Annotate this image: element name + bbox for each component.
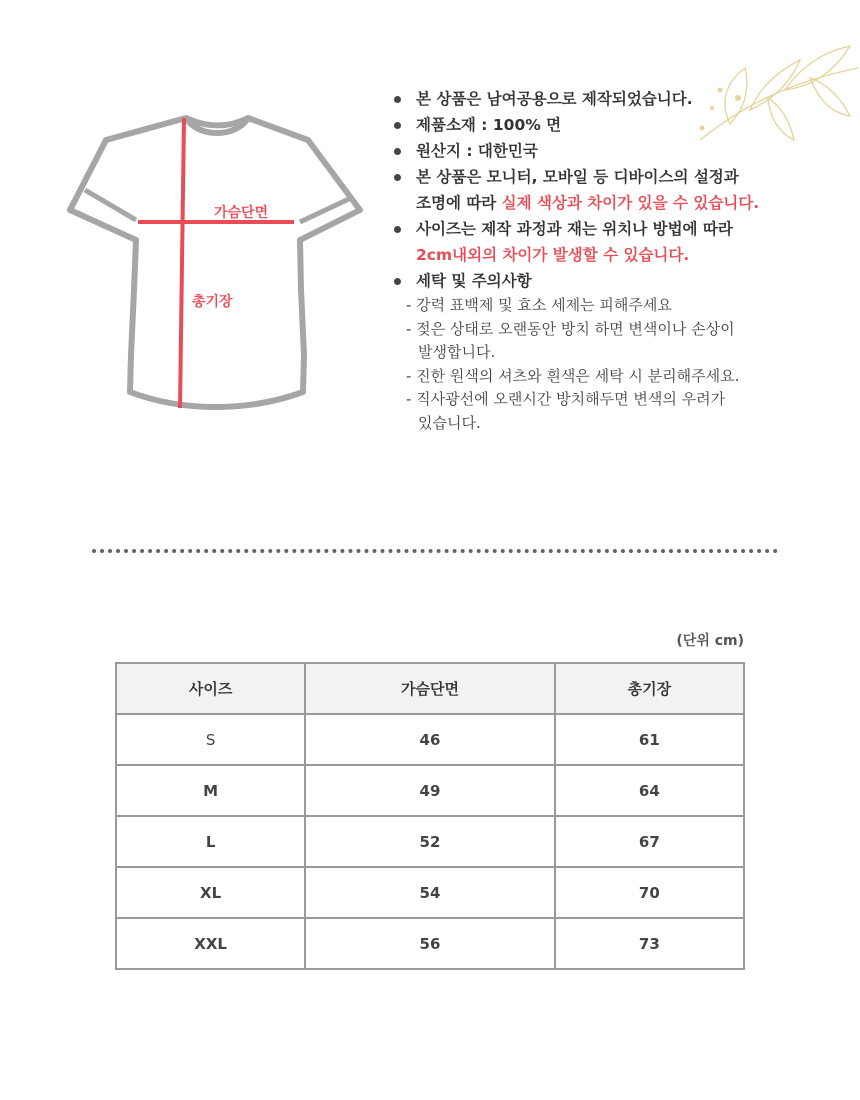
warning-text: 실제 색상과 차이가 있을 수 있습니다. <box>501 194 760 212</box>
product-info-list <box>390 86 830 435</box>
info-text: 사이즈는 제작 과정과 재는 위치나 방법에 따라 <box>416 220 733 238</box>
warning-text: 2cm내외의 차이가 발생할 수 있습니다. <box>416 246 690 264</box>
header-length: 총기장 <box>555 663 744 714</box>
length-cell: 61 <box>555 714 744 765</box>
length-label: 총기장 <box>192 294 233 310</box>
chest-label: 가슴단면 <box>214 205 269 221</box>
care-text: - 젖은 상태로 오랜동안 방치 하면 변색이나 손상이 <box>406 319 735 338</box>
care-heading: 세탁 및 주의사항 <box>390 268 830 294</box>
care-text: - 직사광선에 오랜시간 방치해두면 변색의 우려가 <box>406 390 726 408</box>
unit-label: (단위 cm) <box>676 633 744 649</box>
info-bullet: 제품소재 : 100% 면 <box>390 112 830 138</box>
chest-cell: 54 <box>305 867 555 918</box>
length-cell: 67 <box>555 816 744 867</box>
size-cell: L <box>116 816 305 867</box>
header-size: 사이즈 <box>116 663 305 714</box>
length-cell: 73 <box>555 918 744 969</box>
size-cell: XL <box>116 867 305 918</box>
table-row <box>116 816 744 867</box>
length-cell: 64 <box>555 765 744 816</box>
tshirt-outline-icon <box>58 110 378 420</box>
size-cell: M <box>116 765 305 816</box>
table-row <box>116 765 744 816</box>
chest-cell: 49 <box>305 765 555 816</box>
dotted-divider <box>92 549 778 553</box>
size-table <box>115 662 745 970</box>
care-text: - 강력 표백제 및 효소 세제는 피해주세요 <box>406 296 672 314</box>
care-item <box>390 294 830 318</box>
table-row <box>116 918 744 969</box>
info-text: 조명에 따라 <box>416 194 502 212</box>
info-bullet: 원산지 : 대한민국 <box>390 138 830 164</box>
chest-cell: 56 <box>305 918 555 969</box>
table-header-row <box>116 663 744 714</box>
size-cell: XXL <box>116 918 305 969</box>
chest-cell: 46 <box>305 714 555 765</box>
header-chest: 가슴단면 <box>305 663 555 714</box>
care-item <box>390 388 830 435</box>
info-bullet <box>390 164 830 216</box>
info-bullet <box>390 216 830 268</box>
table-row <box>116 867 744 918</box>
care-item <box>390 365 830 389</box>
info-bullet: 본 상품은 남여공용으로 제작되었습니다. <box>390 86 830 112</box>
table-row <box>116 714 744 765</box>
chest-cell: 52 <box>305 816 555 867</box>
length-cell: 70 <box>555 867 744 918</box>
length-measure-line <box>180 118 184 408</box>
care-item <box>390 318 830 365</box>
info-text: 본 상품은 모니터, 모바일 등 디바이스의 설정과 <box>416 168 739 186</box>
care-text: 있습니다. <box>418 413 481 432</box>
care-text: 발생합니다. <box>418 343 496 361</box>
size-cell: S <box>116 714 305 765</box>
care-text: - 진한 원색의 셔츠와 흰색은 세탁 시 분리해주세요. <box>406 366 740 385</box>
